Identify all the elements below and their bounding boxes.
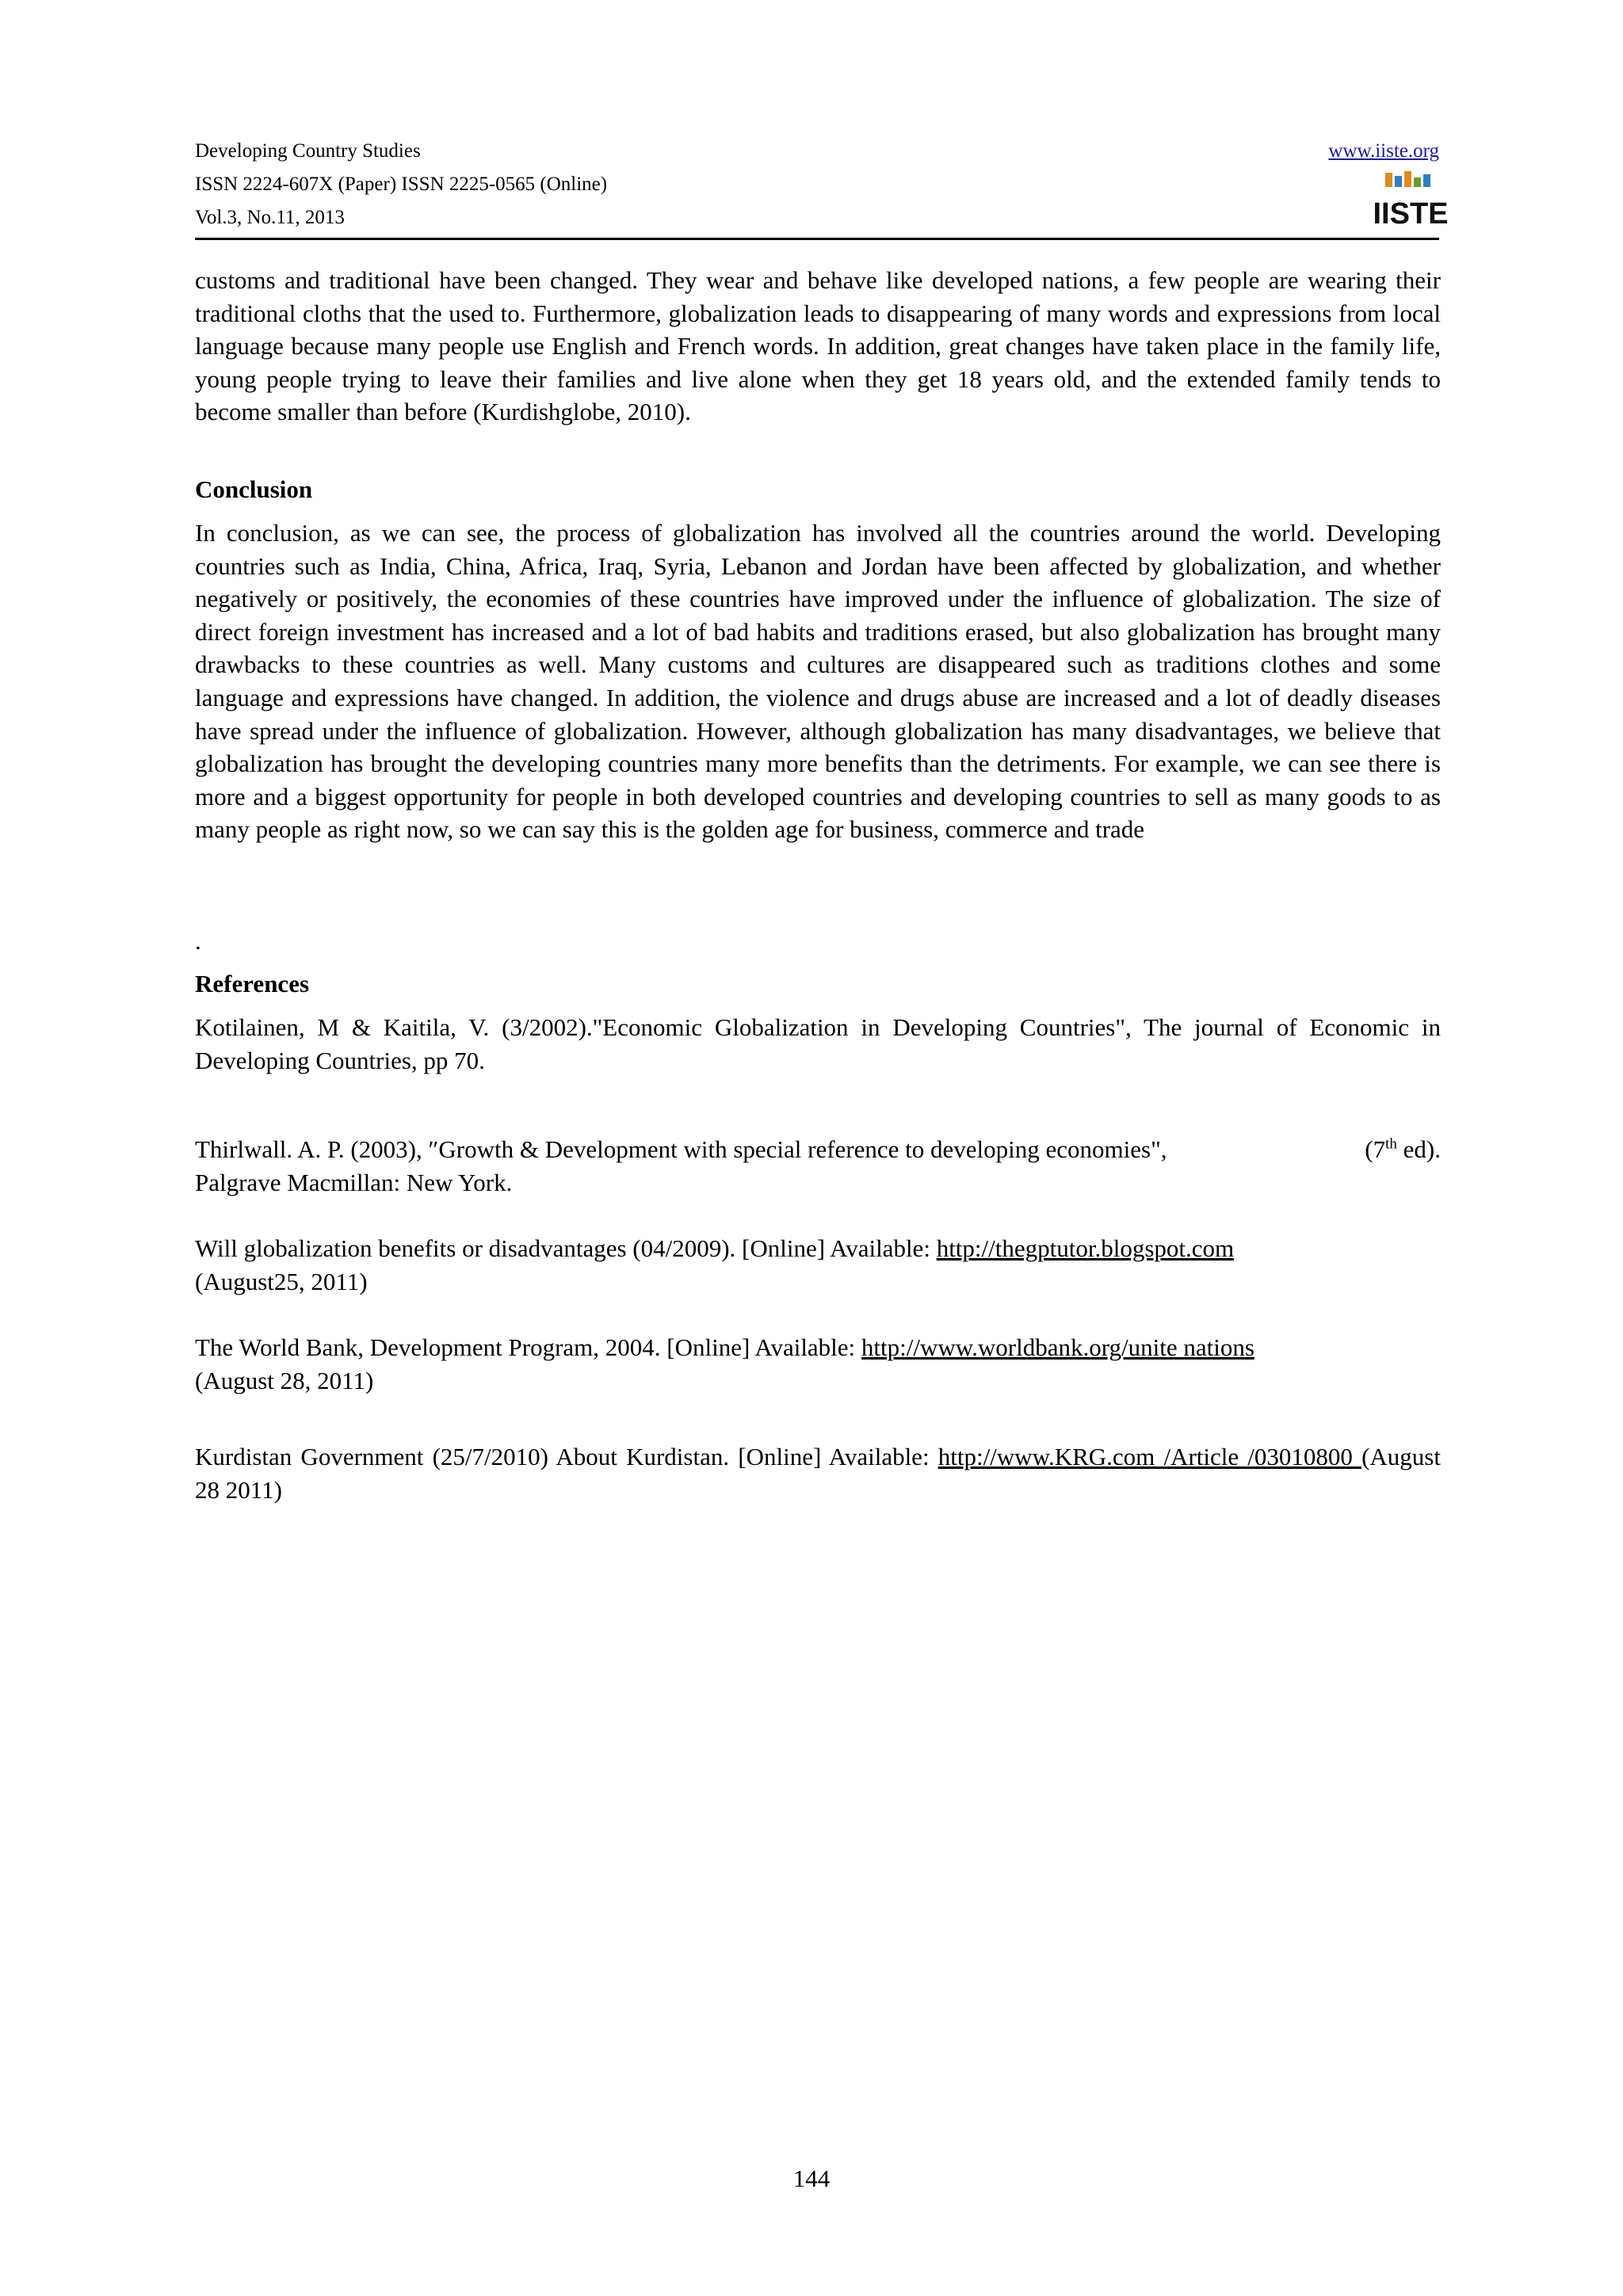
reference-text: Thirlwall. A. P. (2003), ″Growth & Development with special reference to developing economies",	[195, 1135, 1167, 1163]
reference-link[interactable]: http://www.worldbank.org/unite nations	[861, 1333, 1254, 1361]
conclusion-paragraph: In conclusion, as we can see, the process of globalization has involved all the countries around the world. Developing countries such as India, China, Africa, Iraq, Syria, Lebanon and Jordan have been affected by globalization, and whether negatively or positively, the economies of these countries have improved under the influence of globalization. The size of direct foreign investment has increased and a lot of bad habits and traditions erased, but also globalization has brought many drawbacks to these countries as well. Many customs and cultures are disappeared such as traditions clothes and some language and expressions have changed. In addition, the violence and drugs abuse are increased and a lot of deadly diseases have spread under the influence of globalization. However, although globalization has many disadvantages, we believe that globalization has brought the developing countries many more benefits than the detriments. For example, we can see there is more and a biggest opportunity for people in both developed countries and developing countries to sell as many goods to as many people as right now, so we can say this is the golden age for business, commerce and trade	[195, 519, 1441, 844]
reference-access-date: (August 28, 2011)	[195, 1366, 374, 1394]
continued-paragraph: customs and traditional have been changed. They wear and behave like developed nations, a few people are wearing their traditional cloths that the used to. Furthermore, globalization leads to disappearing of many words and expressions from local language because many people use English and French words. In addition, great changes have taken place in the family life, young people trying to leave their families and live alone when they get 18 years old, and the extended family tends to become smaller than before (Kurdishglobe, 2010).	[195, 266, 1441, 426]
reference-link[interactable]: http://thegptutor.blogspot.com	[936, 1234, 1235, 1262]
reference-item	[195, 1232, 1441, 1298]
reference-item	[195, 1133, 1441, 1199]
reference-text: The World Bank, Development Program, 2004. [Online] Available:	[195, 1333, 861, 1361]
reference-item	[195, 1440, 1441, 1506]
iiste-logo-icon	[1373, 170, 1449, 231]
reference-edition: (7th ed).	[1365, 1135, 1441, 1163]
reference-access-date: (August 28 2011)	[195, 1443, 1441, 1504]
logo-text: IISTE	[1373, 197, 1449, 231]
issn-line: ISSN 2224-607X (Paper) ISSN 2225-0565 (Online)	[195, 174, 608, 195]
reference-item	[195, 1011, 1441, 1077]
reference-text: Will globalization benefits or disadvantages (04/2009). [Online] Available:	[195, 1234, 937, 1262]
reference-item	[195, 1331, 1441, 1397]
journal-url-link[interactable]: www.iiste.org	[1328, 140, 1439, 162]
reference-text: Kotilainen, M & Kaitila, V. (3/2002)."Economic Globalization in Developing Countries", The journal of Economic in Developing Countries, pp 70.	[195, 1013, 1441, 1074]
page-header	[195, 136, 1449, 240]
reference-access-date: (August25, 2011)	[195, 1267, 368, 1295]
reference-link[interactable]: http://www.KRG.com /Article /03010800	[938, 1443, 1362, 1470]
reference-text: Kurdistan Government (25/7/2010) About Kurdistan. [Online] Available:	[195, 1443, 938, 1470]
reference-publisher: Palgrave Macmillan: New York.	[195, 1168, 513, 1196]
trailing-dot: .	[195, 927, 201, 955]
conclusion-heading: Conclusion	[195, 475, 313, 503]
references-heading: References	[195, 970, 310, 997]
volume-line: Vol.3, No.11, 2013	[195, 207, 345, 228]
page-number: 144	[792, 2164, 831, 2192]
journal-title: Developing Country Studies	[195, 140, 421, 162]
